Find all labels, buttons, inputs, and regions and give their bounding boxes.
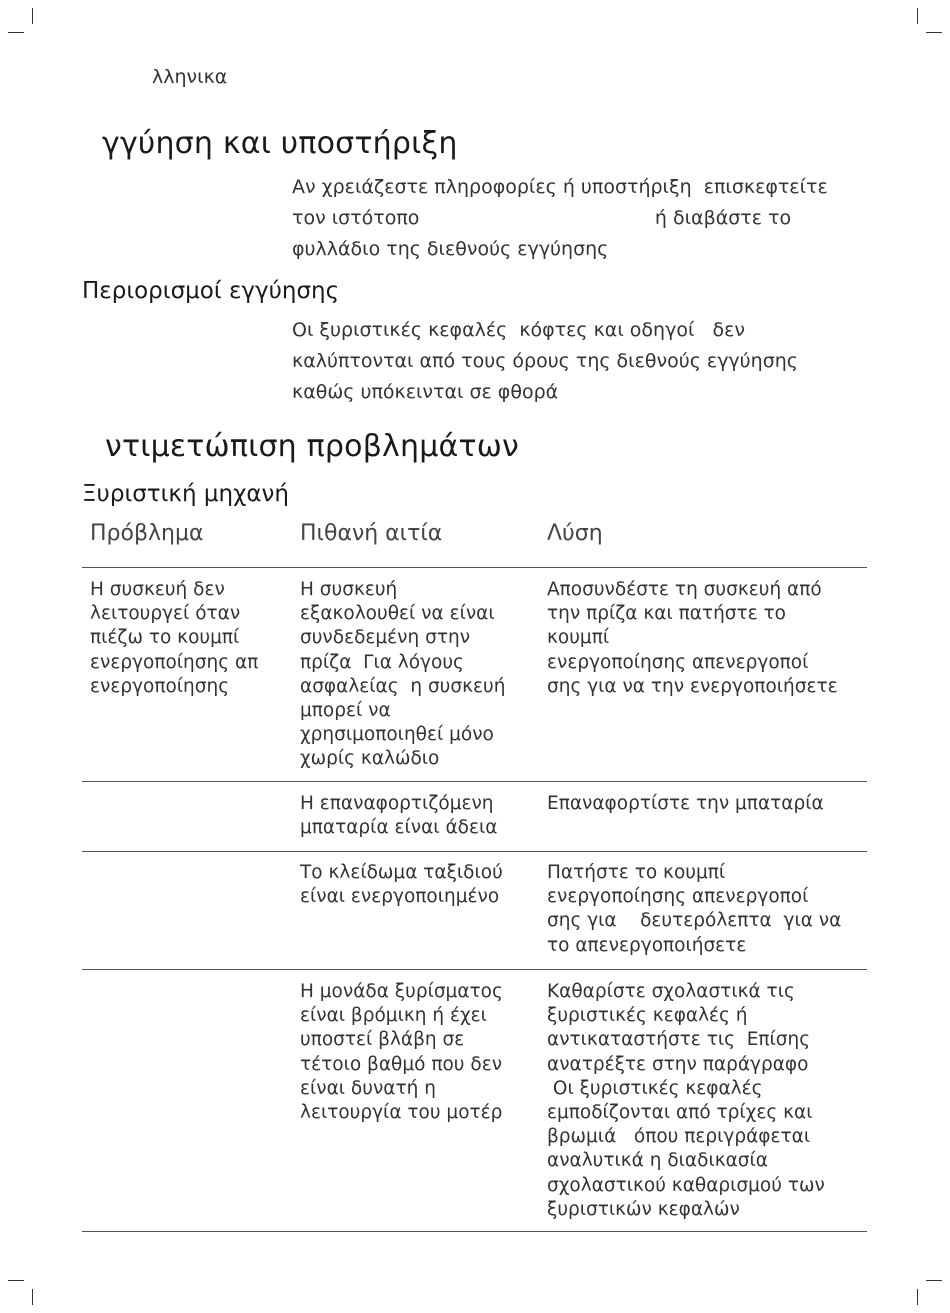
cell-line: βρωμιά όπου περιγράφεται xyxy=(547,1126,811,1148)
cell-line: Η μονάδα ξυρίσματος xyxy=(300,981,503,1002)
cell-line: Αποσυνδέστε τη συσκευή από xyxy=(547,579,822,600)
cell-line: ενεργοποίησης απενεργοποί xyxy=(547,651,809,673)
cell-line: είναι ενεργοποιημένο xyxy=(300,886,500,908)
cell-line: Η συσκευή xyxy=(300,579,398,600)
cell-line: Η επαναφορτιζόμενη xyxy=(300,793,494,814)
crop-mark xyxy=(926,32,942,33)
solution-cell xyxy=(539,578,867,781)
problem-cell xyxy=(82,792,292,851)
cause-cell xyxy=(292,980,539,1231)
cell-line: ξυριστικών κεφαλών xyxy=(547,1198,740,1220)
paragraph-line: καθώς υπόκεινται σε φθορά xyxy=(292,381,559,403)
problem-cell xyxy=(82,578,292,781)
paragraph-line: Οι ξυριστικές κεφαλές κόφτες και οδηγοί δεν xyxy=(292,319,746,341)
crop-mark xyxy=(926,1280,942,1281)
restrictions-heading: Περιορισμοί εγγύησης xyxy=(82,278,340,304)
restrictions-paragraph xyxy=(292,315,862,408)
cell-line: αναλυτικά η διαδικασία xyxy=(547,1150,768,1172)
cause-cell xyxy=(292,578,539,781)
cell-line: Πατήστε το κουμπί xyxy=(547,862,726,883)
troubleshooting-table xyxy=(82,512,867,1232)
crop-mark xyxy=(32,8,33,24)
cell-line: εξακολουθεί να είναι xyxy=(300,603,495,625)
cell-line: ενεργοποίησης απ xyxy=(90,651,259,673)
cell-line: Οι ξυριστικές κεφαλές xyxy=(547,1077,763,1099)
cell-line: χρησιμοποιηθεί μόνο xyxy=(300,724,494,746)
table-row xyxy=(82,568,867,782)
header-solution: Λύση xyxy=(547,521,603,546)
cell-line: την πρίζα και πατήστε το xyxy=(547,603,786,625)
cell-line: το απενεργοποιήσετε xyxy=(547,934,747,956)
cell-line: υποστεί βλάβη σε xyxy=(300,1029,465,1051)
crop-mark xyxy=(8,1280,24,1281)
solution-cell xyxy=(539,792,867,851)
table-header xyxy=(82,512,867,568)
cell-line: ασφαλείας η συσκευή xyxy=(300,675,506,697)
cell-line: Καθαρίστε σχολαστικά τις xyxy=(547,981,795,1002)
table-body xyxy=(82,568,867,1232)
warranty-heading: γγύηση και υποστήριξη xyxy=(102,126,458,161)
shaver-subheading: Ξυριστική μηχανή xyxy=(82,481,289,507)
cell-line: εμποδίζονται από τρίχες και xyxy=(547,1102,813,1124)
cell-line: ξυριστικές κεφαλές ή xyxy=(547,1005,748,1027)
cell-line: αντικαταστήστε τις Επίσης xyxy=(547,1029,811,1051)
problem-cell xyxy=(82,861,292,969)
cell-line: Το κλείδωμα ταξιδιού xyxy=(300,862,503,883)
crop-mark xyxy=(917,1289,918,1305)
solution-cell xyxy=(539,980,867,1231)
cell-line: ενεργοποίησης απενεργοποί xyxy=(547,886,809,908)
language-label: λληνικα xyxy=(152,66,228,88)
cell-line: χωρίς καλώδιο xyxy=(300,748,440,770)
cause-cell xyxy=(292,861,539,969)
warranty-paragraph xyxy=(292,172,862,265)
table-row xyxy=(82,852,867,970)
paragraph-line: φυλλάδιο της διεθνούς εγγύησης xyxy=(292,238,609,260)
header-cause: Πιθανή αιτία xyxy=(300,521,443,546)
cell-line: ανατρέξτε στην παράγραφο xyxy=(547,1053,809,1075)
cell-line: σης για να την ενεργοποιήσετε xyxy=(547,675,838,697)
cell-line: Επαναφορτίστε την μπαταρία xyxy=(547,793,824,814)
table-row xyxy=(82,782,867,852)
cell-line: συνδεδεμένη στην xyxy=(300,627,471,649)
cell-line: λειτουργία του μοτέρ xyxy=(300,1102,503,1124)
problem-cell xyxy=(82,980,292,1231)
paragraph-line: τον ιστότοπο ή διαβάστε το xyxy=(292,207,792,229)
cell-line: ενεργοποίησης xyxy=(90,675,230,697)
cell-line: λειτουργεί όταν xyxy=(90,603,241,625)
cell-line: είναι βρόμικη ή έχει xyxy=(300,1005,487,1027)
crop-mark xyxy=(917,8,918,24)
cell-line: μπαταρία είναι άδεια xyxy=(300,817,498,839)
table-row xyxy=(82,970,867,1232)
cell-line: πρίζα Για λόγους xyxy=(300,651,464,673)
cell-line: σχολαστικού καθαρισμού των xyxy=(547,1174,825,1196)
solution-cell xyxy=(539,861,867,969)
cell-line: πιέζω το κουμπί xyxy=(90,627,240,649)
crop-mark xyxy=(32,1289,33,1305)
crop-mark xyxy=(8,32,24,33)
paragraph-line: Αν χρειάζεστε πληροφορίες ή υποστήριξη επισκεφτείτε xyxy=(292,176,828,198)
cell-line: μπορεί να xyxy=(300,700,391,722)
cell-line: είναι δυνατή η xyxy=(300,1077,436,1099)
troubleshooting-heading: ντιμετώπιση προβλημάτων xyxy=(105,429,520,464)
paragraph-line: καλύπτονται από τους όρους της διεθνούς εγγύησης xyxy=(292,350,798,372)
cell-line: Η συσκευή δεν xyxy=(90,579,225,600)
cell-line: σης για δευτερόλεπτα για να xyxy=(547,910,842,932)
cause-cell xyxy=(292,792,539,851)
cell-line: κουμπί xyxy=(547,627,610,649)
header-problem: Πρόβλημα xyxy=(90,521,204,546)
cell-line: τέτοιο βαθμό που δεν xyxy=(300,1053,503,1075)
